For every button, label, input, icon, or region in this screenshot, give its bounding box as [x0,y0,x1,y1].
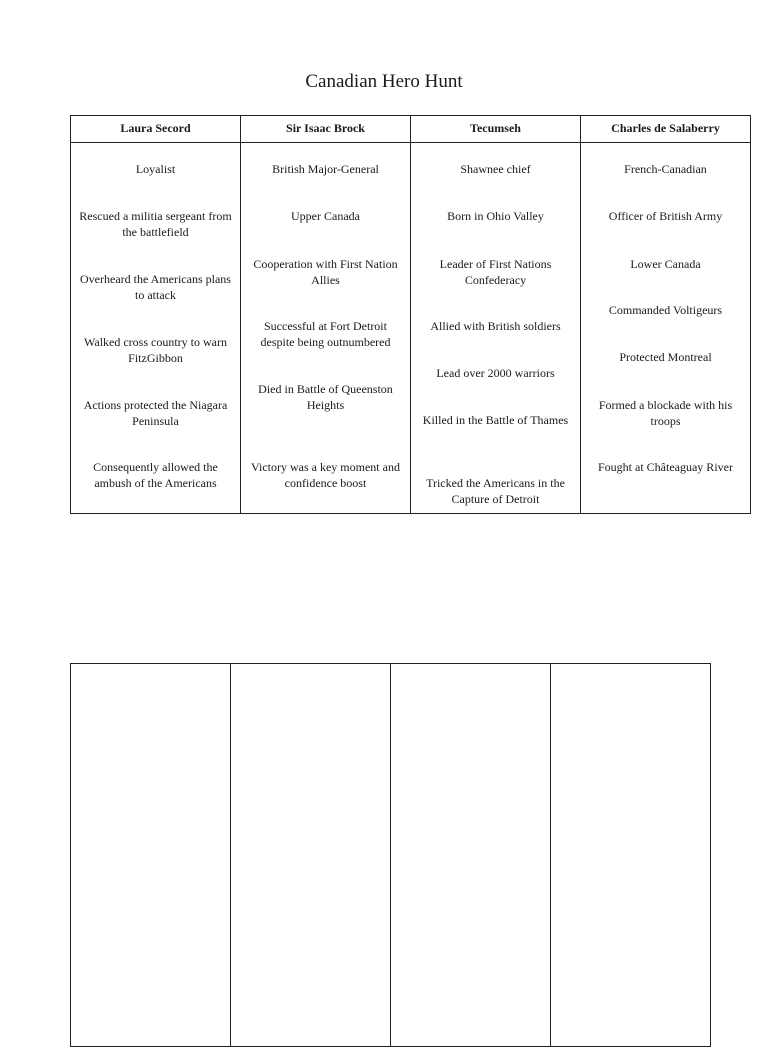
fact-item: Lower Canada [630,257,701,271]
fact-item: Tricked the Americans in the Capture of Detroit [426,476,565,506]
fact-item: Walked cross country to warn FitzGibbon [84,335,227,365]
blank-table [70,663,711,1047]
header-tecumseh: Tecumseh [411,116,581,143]
fact-item: Shawnee chief [460,162,531,176]
blank-cell [71,664,231,1047]
hero-facts-table [70,115,751,514]
fact-item: Consequently allowed the ambush of the Americans [93,460,218,490]
fact-item: Officer of British Army [608,209,723,223]
facts-cell-isaac-brock [241,143,411,514]
fact-item: French-Canadian [624,162,707,176]
fact-item: Loyalist [135,162,176,176]
facts-cell-charles-de-salaberry [581,143,751,514]
fact-item: Killed in the Battle of Thames [422,413,569,427]
header-isaac-brock: Sir Isaac Brock [241,116,411,143]
page-title: Canadian Hero Hunt [305,71,463,92]
fact-item: Leader of First Nations Confederacy [439,257,552,287]
fact-item: Commanded Voltigeurs [608,303,723,317]
header-charles-de-salaberry: Charles de Salaberry [581,116,751,143]
fact-item: Actions protected the Niagara Peninsula [83,398,228,428]
fact-item: Cooperation with First Nation Allies [253,257,398,287]
fact-item: Died in Battle of Queenston Heights [258,382,393,412]
fact-item: Fought at Châteaguay River [598,460,733,474]
fact-item: Rescued a militia sergeant from the battlefield [79,209,232,239]
blank-cell [231,664,391,1047]
facts-cell-laura-secord [71,143,241,514]
fact-item: Successful at Fort Detroit despite being outnumbered [260,319,391,349]
fact-item: Lead over 2000 warriors [436,366,555,380]
fact-item: Upper Canada [291,209,360,223]
blank-cell [391,664,551,1047]
fact-item: British Major-General [272,162,379,176]
facts-cell-tecumseh [411,143,581,514]
fact-item: Victory was a key moment and confidence boost [251,460,400,490]
fact-item: Protected Montreal [619,350,712,364]
blank-cell [551,664,711,1047]
facts-row [71,143,751,514]
blank-row [71,664,711,1047]
header-laura-secord: Laura Secord [71,116,241,143]
header-row [71,116,751,143]
fact-item: Allied with British soldiers [430,319,561,333]
fact-item: Overheard the Americans plans to attack [80,272,231,302]
fact-item: Formed a blockade with his troops [598,398,733,428]
fact-item: Born in Ohio Valley [447,209,544,223]
